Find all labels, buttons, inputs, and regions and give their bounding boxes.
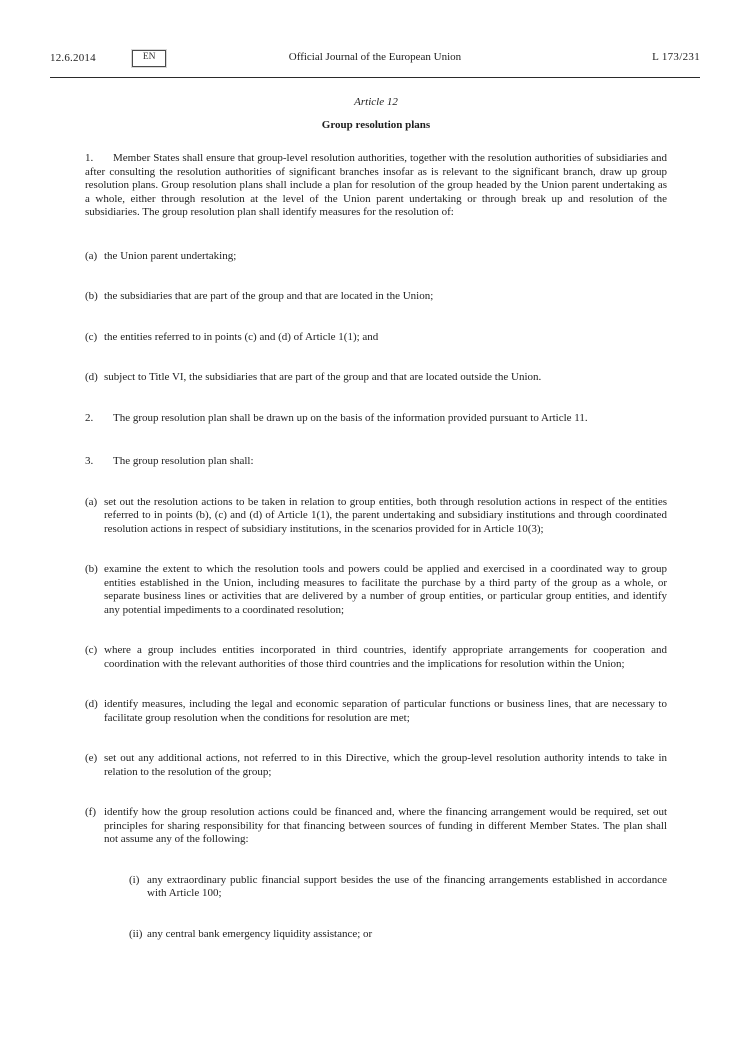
list-item-3f (85, 806, 667, 941)
article-title: Group resolution plans (321, 118, 431, 131)
list-item-label: (d) (85, 371, 98, 383)
list-item-3c (85, 644, 667, 671)
list-item-1c (85, 331, 667, 345)
paragraph-2-number: 2. (85, 411, 94, 424)
paragraph-1 (85, 152, 667, 220)
list-item-label: (d) (85, 698, 98, 710)
paragraph-2 (85, 412, 667, 426)
journal-title: Official Journal of the European Union (288, 51, 462, 63)
list-item-text: where a group includes entities incorporated in third countries, identify appropriate arrangements for cooperation and coordination with the relevant authorities of those third countries and the implications for resolution within the Union; (104, 644, 667, 670)
list-item-1d (85, 371, 667, 385)
list-item-3b (85, 563, 667, 617)
list-item-text: examine the extent to which the resolution tools and powers could be applied and exercised in a coordinated way to group entities established in the Union, including measures to facilitate the purchase by a third party of the group as a whole, or separate business lines or activities that are delivered by a number of group entities, or particular group entities, and identify any potential impediments to a coordinated resolution; (104, 563, 667, 616)
list-item-3d (85, 698, 667, 725)
language-badge: EN (132, 50, 167, 67)
list-item-1b (85, 290, 667, 304)
list-item-label: (b) (85, 563, 98, 575)
list-item-text: set out any additional actions, not referred to in this Directive, which the group-level resolution authority intends to take in relation to the resolution of the group; (104, 752, 667, 778)
list-item-1a (85, 250, 667, 264)
sublist-item-i (129, 874, 667, 901)
sublist-item-label: (i) (129, 873, 140, 886)
list-item-label: (c) (85, 330, 98, 343)
paragraph-1-number: 1. (85, 152, 94, 164)
sublist-item-text: any central bank emergency liquidity assistance; or (147, 927, 373, 940)
list-item-text: the entities referred to in points (c) and (d) of Article 1(1); and (104, 330, 379, 343)
list-item-text: the subsidiaries that are part of the group and that are located in the Union; (104, 290, 434, 302)
list-item-3a (85, 496, 667, 537)
list-paragraph-1 (85, 250, 667, 385)
sublist-item-text: any extraordinary public financial support besides the use of the financing arrangements established in accordance with Article 100; (147, 873, 667, 899)
header-rule (50, 77, 700, 78)
paragraph-3-text: The group resolution plan shall: (113, 455, 254, 467)
list-item-text: identify measures, including the legal and economic separation of particular functions or business lines, that are necessary to facilitate group resolution when the conditions for resolution are met; (104, 698, 667, 724)
paragraph-2-text: The group resolution plan shall be drawn up on the basis of the information provided pursuant to Article 11. (113, 411, 588, 424)
page-header (50, 50, 700, 70)
article-number: Article 12 (354, 96, 398, 108)
paragraph-3-number: 3. (85, 455, 94, 467)
page-reference: L 173/231 (652, 51, 700, 63)
list-item-label: (e) (85, 752, 98, 764)
list-item-label: (b) (85, 290, 98, 302)
list-item-label: (c) (85, 644, 98, 656)
list-item-text: subject to Title VI, the subsidiaries that are part of the group and that are located outside the Union. (104, 371, 542, 383)
sublist-3f (129, 874, 667, 942)
list-paragraph-3 (85, 496, 667, 942)
list-item-text: set out the resolution actions to be taken in relation to group entities, both through resolution actions in respect of the entities referred to in points (b), (c) and (d) of Article 1(1), the parent undertaking and subsidiary institutions and through coordinated resolution actions in respect of subsidiary institutions, in the scenarios provided for in Article 10(3); (104, 495, 667, 535)
list-item-text (104, 806, 667, 941)
list-item-label: (a) (85, 249, 98, 262)
list-item-3e (85, 752, 667, 779)
sublist-item-ii (129, 928, 667, 942)
list-item-label: (a) (85, 495, 98, 508)
paragraph-1-text: Member States shall ensure that group-level resolution authorities, together with the resolution authorities of subsidiaries and after consulting the resolution authorities of significant branches insofar as is relevant to the significant branch, draw up group resolution plans. Group resolution plans shall include a plan for resolution of the group headed by the Union parent undertaking as a whole, either through resolution at the level of the Union parent undertaking or through break up and resolution of the subsidiaries. The group resolution plan shall identify measures for the resolution of: (85, 152, 667, 218)
list-item-text: the Union parent undertaking; (104, 249, 237, 262)
list-item-3f-text: identify how the group resolution actions could be financed and, where the financing arrangement would be required, set out principles for sharing responsibility for that financing between sources of funding in different Member States. The plan shall not assume any of the following: (104, 806, 667, 845)
sublist-item-label: (ii) (129, 927, 143, 940)
paragraph-3 (85, 455, 667, 469)
list-item-label: (f) (85, 806, 96, 818)
article-body (85, 96, 667, 941)
header-date: 12.6.2014 (50, 51, 96, 64)
